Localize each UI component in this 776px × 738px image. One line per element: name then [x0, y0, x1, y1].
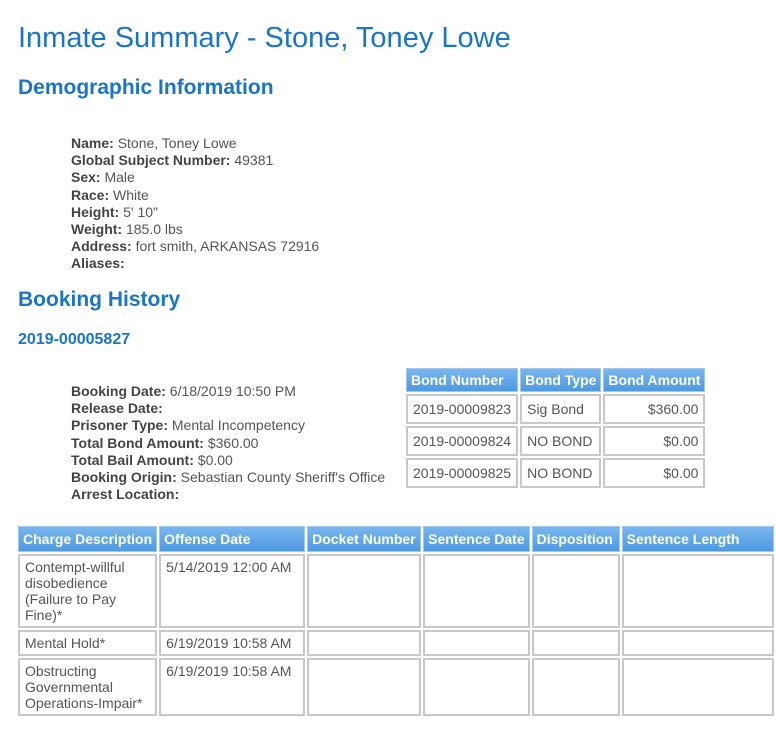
- bond-header-row: [406, 368, 705, 392]
- docket-number-header: Docket Number: [307, 526, 421, 552]
- table-row: [18, 658, 774, 716]
- field-value: 5' 10": [123, 203, 158, 220]
- field-label: Total Bond Amount:: [71, 434, 204, 451]
- weight-row: [71, 221, 319, 238]
- field-label: Arrest Location:: [71, 486, 180, 503]
- table-row: [406, 458, 705, 488]
- field-value: 49381: [234, 152, 274, 169]
- prisoner-type-row: [71, 417, 385, 434]
- bond-amount-cell: $0.00: [603, 426, 705, 456]
- disposition-cell: [532, 658, 620, 716]
- field-label: Booking Date:: [71, 383, 166, 399]
- table-row: [18, 630, 774, 656]
- offense-date-cell: 5/14/2019 12:00 AM: [159, 554, 305, 628]
- field-value: 6/18/2019 10:50 PM: [169, 383, 296, 399]
- charge-description-header: Charge Description: [18, 526, 157, 552]
- release-date-row: [71, 400, 385, 417]
- field-label: Prisoner Type:: [71, 417, 168, 434]
- booking-date-row: [71, 383, 385, 400]
- bond-type-cell: Sig Bond: [520, 394, 601, 424]
- field-value: fort smith, ARKANSAS 72916: [135, 238, 320, 255]
- sentence-length-cell: [622, 630, 774, 656]
- disposition-cell: [532, 554, 620, 628]
- field-label: Name:: [71, 135, 114, 151]
- aliases-row: [71, 255, 319, 272]
- sentence-length-cell: [622, 658, 774, 716]
- total-bond-amount-row: [71, 435, 385, 452]
- bond-type-header: Bond Type: [520, 368, 601, 392]
- field-label: Address:: [71, 238, 132, 255]
- bond-amount-cell: $0.00: [603, 458, 705, 488]
- booking-info: [71, 383, 385, 503]
- bond-number-cell: 2019-00009824: [406, 426, 518, 456]
- field-value: Stone, Toney Lowe: [117, 135, 237, 151]
- bond-amount-cell: $360.00: [603, 394, 705, 424]
- race-row: [71, 187, 319, 204]
- height-row: [71, 204, 319, 221]
- table-row: [18, 554, 774, 628]
- field-label: Booking Origin:: [71, 469, 177, 486]
- bond-number-cell: 2019-00009825: [406, 458, 518, 488]
- docket-number-cell: [307, 630, 421, 656]
- field-label: Total Bail Amount:: [71, 451, 194, 468]
- sex-row: [71, 169, 319, 186]
- charge-description-cell: Obstructing Governmental Operations-Impair*: [18, 658, 157, 716]
- demographic-info: [71, 135, 319, 273]
- sentence-date-cell: [423, 630, 529, 656]
- total-bail-amount-row: [71, 452, 385, 469]
- charge-table: [16, 524, 776, 718]
- table-row: [406, 426, 705, 456]
- field-value: 185.0 lbs: [125, 221, 183, 238]
- charge-description-cell: Mental Hold*: [18, 630, 157, 656]
- global-subject-number-row: [71, 152, 319, 169]
- bond-amount-header: Bond Amount: [603, 368, 705, 392]
- offense-date-cell: 6/19/2019 10:58 AM: [159, 630, 305, 656]
- field-value: $360.00: [207, 434, 259, 451]
- field-label: Aliases:: [71, 255, 125, 272]
- docket-number-cell: [307, 658, 421, 716]
- sentence-length-header: Sentence Length: [622, 526, 774, 552]
- field-value: $0.00: [197, 451, 233, 468]
- charge-header-row: [18, 526, 774, 552]
- sentence-date-header: Sentence Date: [423, 526, 529, 552]
- bond-number-cell: 2019-00009823: [406, 394, 518, 424]
- sentence-date-cell: [423, 658, 529, 716]
- bond-type-cell: NO BOND: [520, 458, 601, 488]
- sentence-length-cell: [622, 554, 774, 628]
- field-label: Global Subject Number:: [71, 152, 231, 169]
- field-label: Sex:: [71, 169, 101, 186]
- field-value: White: [113, 186, 149, 203]
- field-label: Release Date:: [71, 400, 163, 417]
- docket-number-cell: [307, 554, 421, 628]
- booking-origin-row: [71, 469, 385, 486]
- bond-type-cell: NO BOND: [520, 426, 601, 456]
- field-value: Mental Incompetency: [171, 417, 305, 434]
- sentence-date-cell: [423, 554, 529, 628]
- field-label: Height:: [71, 203, 120, 220]
- table-row: [406, 394, 705, 424]
- booking-number: 2019-00005827: [18, 331, 131, 348]
- field-label: Race:: [71, 186, 110, 203]
- charge-table-container: [16, 524, 740, 738]
- arrest-location-row: [71, 486, 385, 503]
- bond-table: [404, 366, 707, 490]
- disposition-cell: [532, 630, 620, 656]
- demographic-heading: Demographic Information: [18, 76, 274, 99]
- booking-history-heading: Booking History: [18, 288, 181, 311]
- bond-number-header: Bond Number: [406, 368, 518, 392]
- name-row: [71, 135, 319, 152]
- page-title: Inmate Summary - Stone, Toney Lowe: [18, 22, 511, 54]
- address-row: [71, 238, 319, 255]
- offense-date-cell: 6/19/2019 10:58 AM: [159, 658, 305, 716]
- disposition-header: Disposition: [532, 526, 620, 552]
- charge-description-cell: Contempt-willful disobedience (Failure to Pay Fine)*: [18, 554, 157, 628]
- offense-date-header: Offense Date: [159, 526, 305, 552]
- field-value: Male: [104, 169, 135, 186]
- field-label: Weight:: [71, 221, 123, 238]
- field-value: Sebastian County Sheriff's Office: [180, 469, 386, 486]
